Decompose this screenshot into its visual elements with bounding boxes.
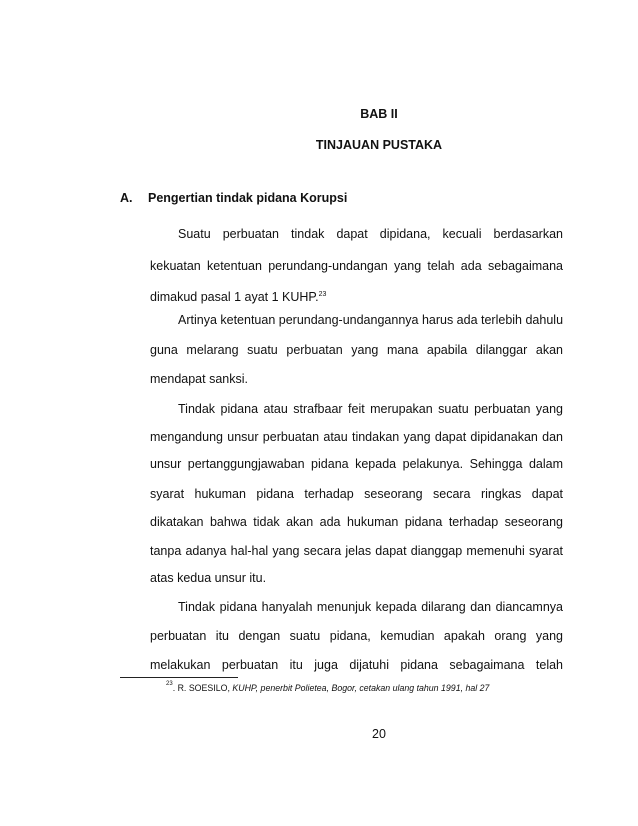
paragraph-line: guna melarang suatu perbuatan yang mana apabila dilanggar akan (150, 343, 563, 357)
footnote-rest: penerbit Polietea, Bogor, cetakan ulang tahun 1991, hal 27 (258, 683, 490, 693)
section-letter: A. (120, 191, 133, 205)
paragraph-line: unsur pertanggungjawaban pidana kepada pelakunya. Sehingga dalam (150, 457, 563, 471)
paragraph-line: tanpa adanya hal-hal yang secara jelas dapat dianggap memenuhi syarat (150, 544, 563, 558)
paragraph-line: Suatu perbuatan tindak dapat dipidana, kecuali berdasarkan (178, 227, 563, 241)
paragraph-line: perbuatan itu dengan suatu pidana, kemudian apakah orang yang (150, 629, 563, 643)
paragraph-line: melakukan perbuatan itu juga dijatuhi pidana sebagaimana telah (150, 658, 563, 672)
paragraph-line: Tindak pidana hanyalah menunjuk kepada dilarang dan diancamnya (178, 600, 563, 614)
footnote-reference[interactable]: 23 (318, 291, 327, 298)
chapter-title: TINJAUAN PUSTAKA (315, 138, 443, 152)
footnote (166, 683, 489, 693)
section-title-text: Pengertian tindak pidana Korupsi (148, 191, 348, 205)
paragraph-line: Tindak pidana atau strafbaar feit merupakan suatu perbuatan yang (178, 402, 563, 416)
paragraph-line: mengandung unsur perbuatan atau tindakan yang dapat dipidanakan dan (150, 430, 563, 444)
page-number: 20 (372, 727, 386, 741)
footnote-prefix: . R. SOESILO, (172, 683, 233, 693)
paragraph-line-with-footnote (150, 289, 563, 305)
footnote-title: KUHP, (232, 683, 259, 693)
paragraph-line-text: dimakud pasal 1 ayat 1 KUHP. (150, 290, 319, 304)
paragraph-line: atas kedua unsur itu. (150, 571, 267, 585)
paragraph-line: Artinya ketentuan perundang-undangannya harus ada terlebih dahulu (178, 313, 564, 327)
paragraph-line: mendapat sanksi. (150, 372, 248, 386)
footnote-separator (120, 677, 238, 678)
footnote-mark: 23 (166, 681, 173, 687)
section-heading (120, 191, 347, 205)
paragraph-line: syarat hukuman pidana terhadap seseorang secara ringkas dapat (150, 487, 563, 501)
paragraph-line: dikatakan bahwa tidak akan ada hukuman pidana terhadap seseorang (150, 515, 563, 529)
paragraph-line: kekuatan ketentuan perundang-undangan yang telah ada sebagaimana (150, 259, 563, 273)
chapter-heading: BAB II (360, 107, 398, 121)
